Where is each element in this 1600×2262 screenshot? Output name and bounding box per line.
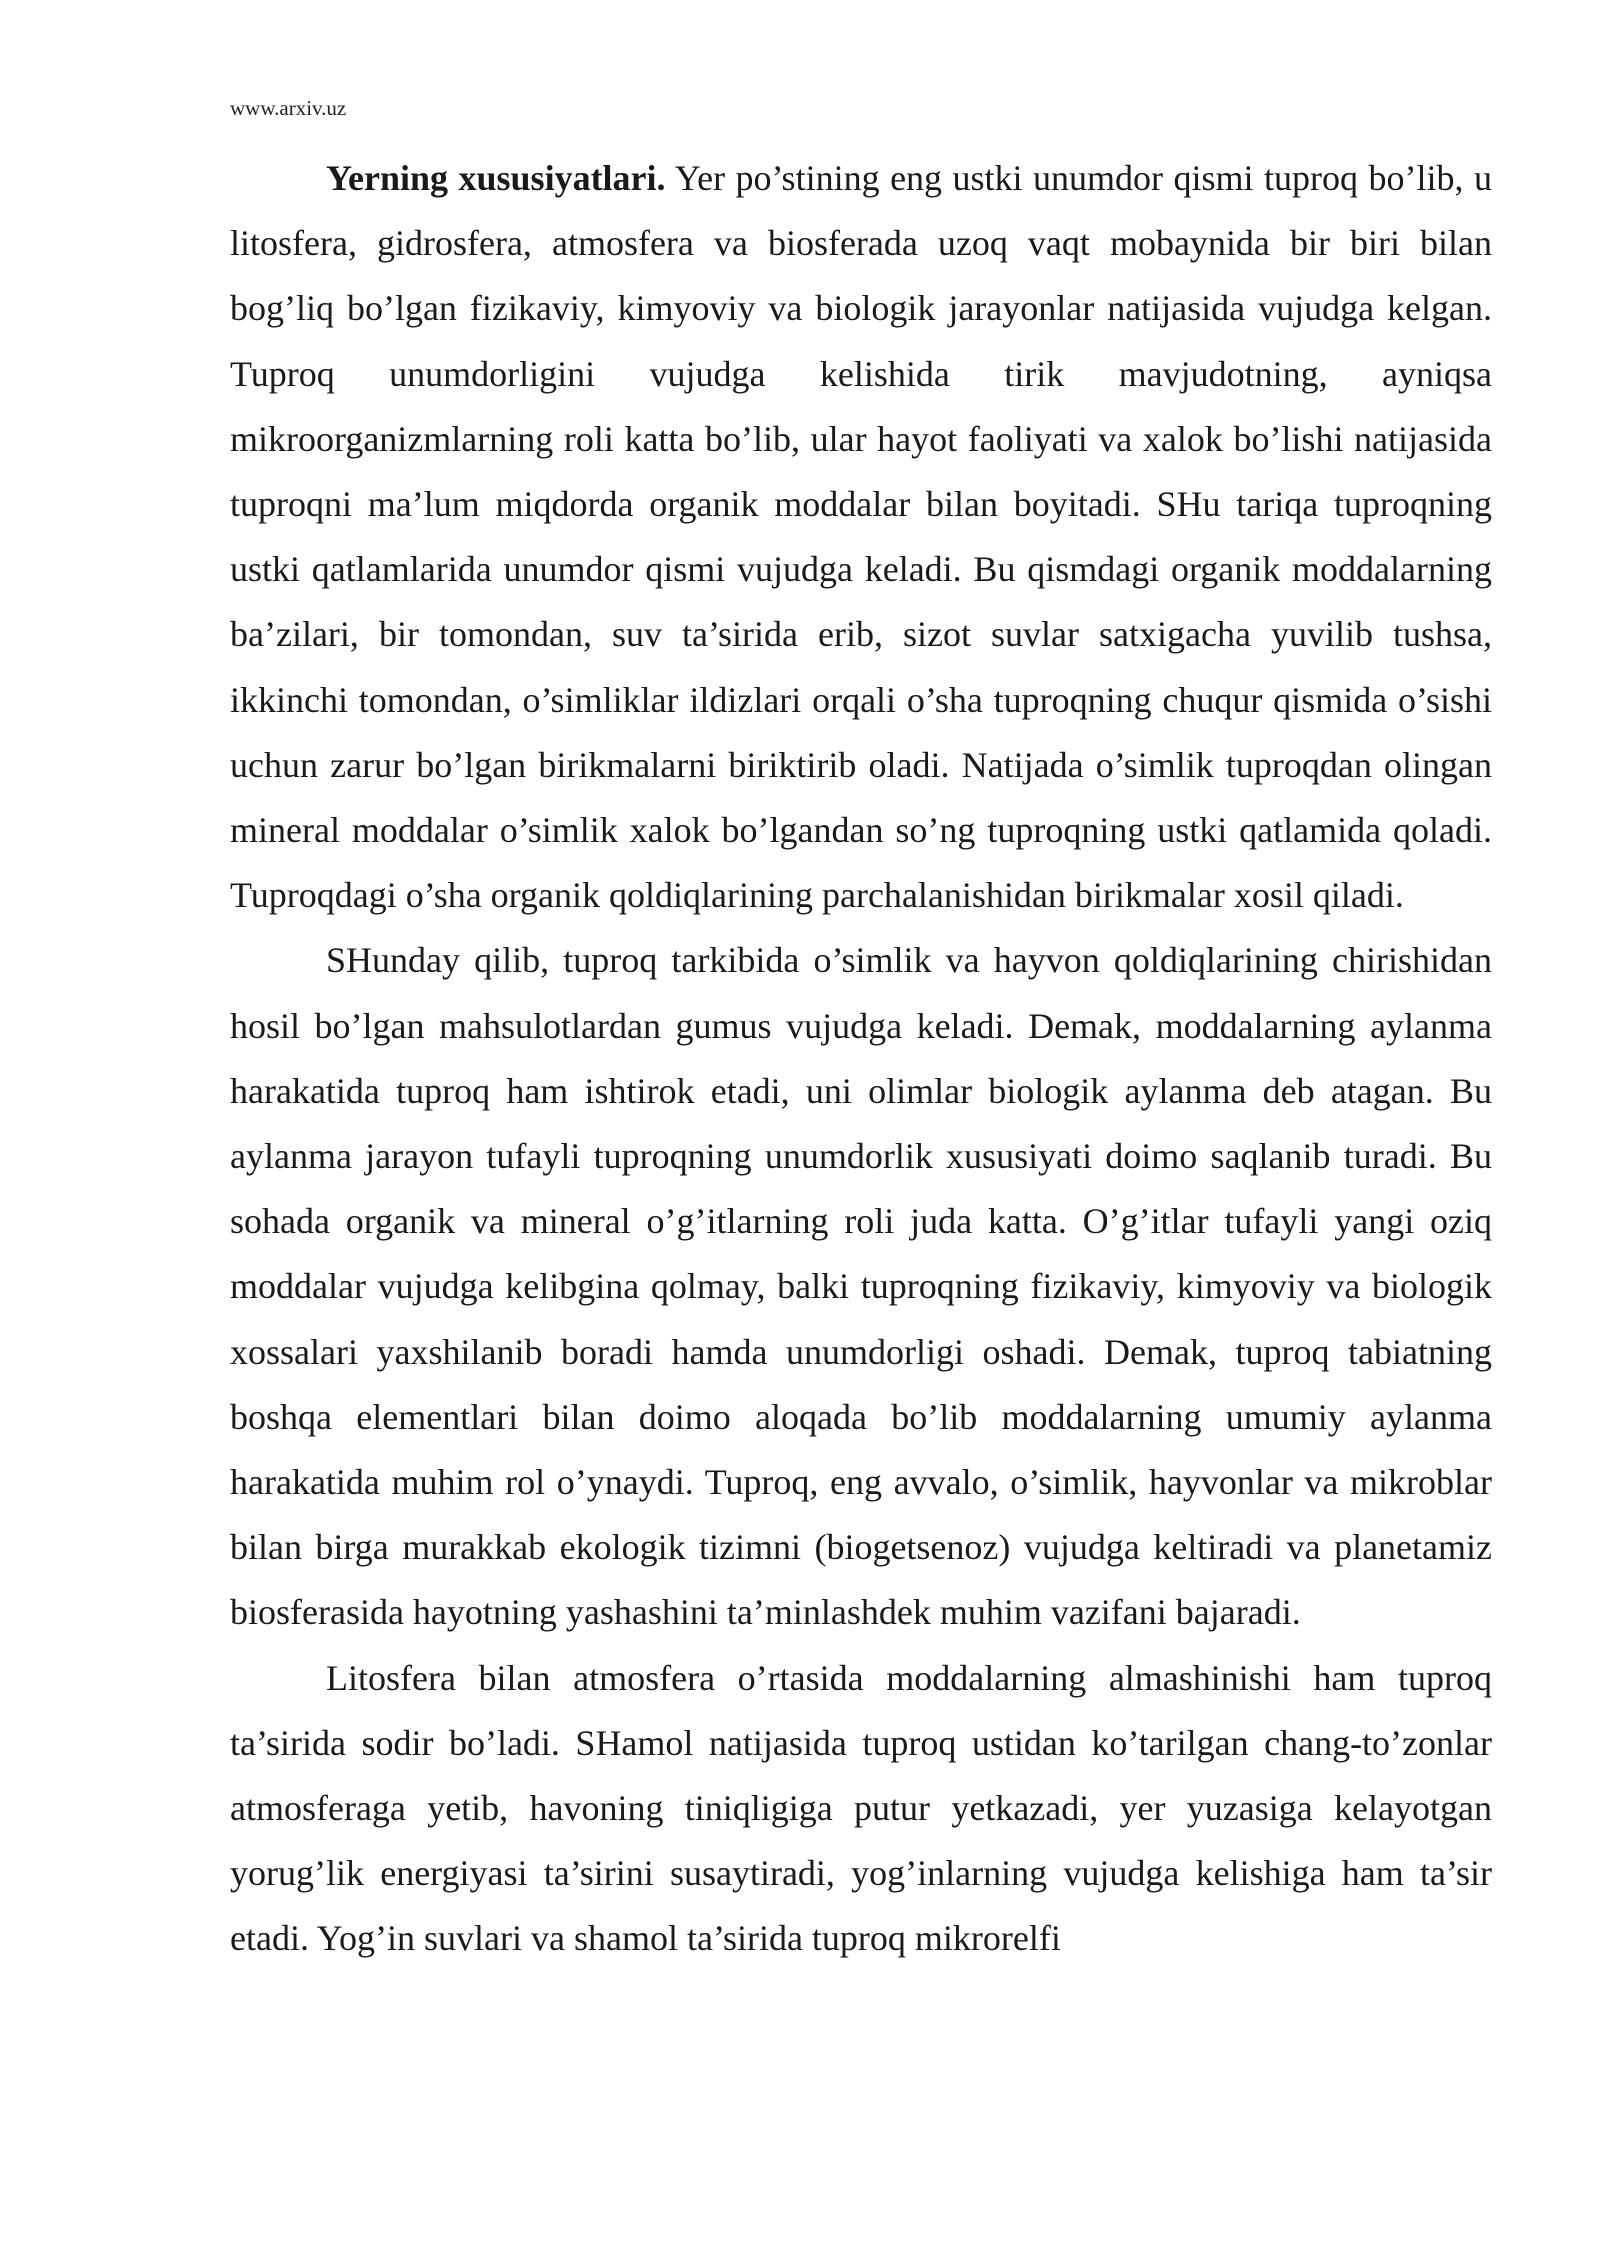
paragraph-1-text: Yer po’stining eng ustki unumdor qismi tuproq bo’lib, u litosfera, gidrosfera, atmosfera va biosferada uzoq vaqt mobaynida bir biri bilan bog’liq bo’lgan fizikaviy, kimyoviy va biologik jarayonlar natijasida vujudga kelgan. Tuproq unumdorligini vujudga kelishida tirik mavjudotning, ayniqsa mikroorganizmlarning roli katta bo’lib, ular hayot faoliyati va xalok bo’lishi natijasida tuproqni ma’lum miqdorda organik moddalar bilan boyitadi. SHu tariqa tuproqning ustki qatlamlarida unumdor qismi vujudga keladi. Bu qismdagi organik moddalarning ba’zilari, bir tomondan, suv ta’sirida erib, sizot suvlar satxigacha yuvilib tushsa, ikkinchi tomondan, o’simliklar ildizlari orqali o’sha tuproqning chuqur qismida o’sishi uchun zarur bo’lgan birikmalarni biriktirib oladi. Natijada o’simlik tuproqdan olingan mineral moddalar o’simlik xalok bo’lgandan so’ng tuproqning ustki qatlamida qoladi. Tuproqdagi o’sha organik qoldiqlarining parchalanishidan birikmalar xosil qiladi. — [230, 158, 1492, 916]
paragraph-3: Litosfera bilan atmosfera o’rtasida moddalarning almashinishi ham tuproq ta’sirida sodir bo’ladi. SHamol natijasida tuproq ustidan ko’tarilgan chang-to’zonlar atmosferaga yetib, havoning tiniqligiga putur yetkazadi, yer yuzasiga kelayotgan yorug’lik energiyasi ta’sirini susaytiradi, yog’inlarning vujudga kelishiga ham ta’sir etadi. Yog’in suvlari va shamol ta’sirida tuproq mikrorelfi — [230, 1657, 1492, 1959]
paragraph-1 — [230, 146, 1492, 928]
document-body — [230, 146, 1492, 1972]
page-header-url: www.arxiv.uz — [230, 96, 347, 120]
section-heading: Yerning xususiyatlari. — [326, 158, 666, 198]
paragraph-2: SHunday qilib, tuproq tarkibida o’simlik va hayvon qoldiqlarining chirishidan hosil bo’lgan mahsulotlardan gumus vujudga keladi. Demak, moddalarning aylanma harakatida tuproq ham ishtirok etadi, uni olimlar biologik aylanma deb atagan. Bu aylanma jarayon tufayli tuproqning unumdorlik xususiyati doimo saqlanib turadi. Bu sohada organik va mineral o’g’itlarning roli juda katta. O’g’itlar tufayli yangi oziq moddalar vujudga kelibgina qolmay, balki tuproqning fizikaviy, kimyoviy va biologik xossalari yaxshilanib boradi hamda unumdorligi oshadi. Demak, tuproq tabiatning boshqa elementlari bilan doimo aloqada bo’lib moddalarning umumiy aylanma harakatida muhim rol o’ynaydi. Tuproq, eng avvalo, o’simlik, hayvonlar va mikroblar bilan birga murakkab ekologik tizimni (biogetsenoz) vujudga keltiradi va planetamiz biosferasida hayotning yashashini ta’minlashdek muhim vazifani bajaradi. — [230, 940, 1492, 1633]
